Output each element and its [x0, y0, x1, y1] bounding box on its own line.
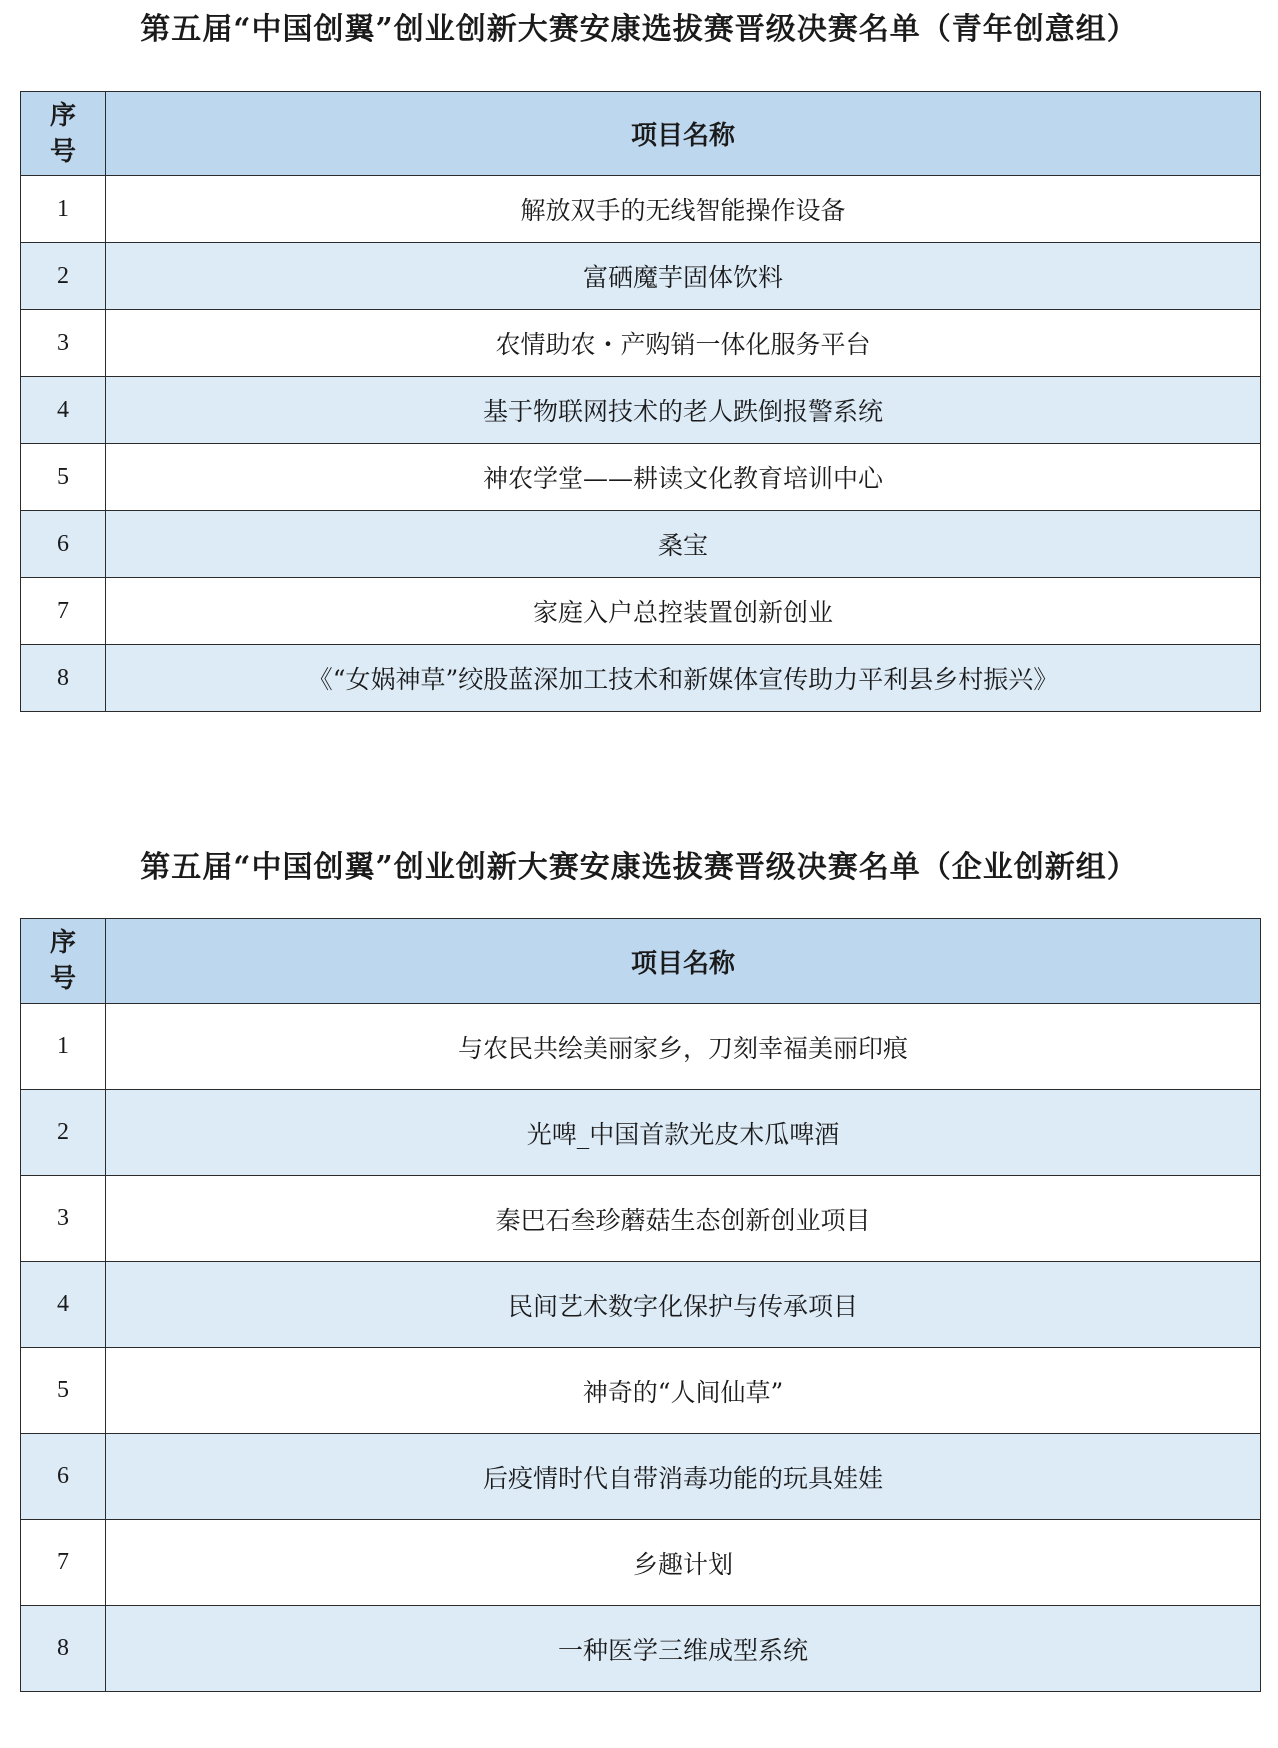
row-project-name: 一种医学三维成型系统	[106, 1606, 1261, 1692]
row-project-name: 神奇的“人间仙草”	[106, 1348, 1261, 1434]
table-row	[21, 645, 1261, 712]
column-header-no-line2: 号	[49, 136, 76, 167]
row-no: 8	[21, 1606, 106, 1692]
table-row	[21, 1176, 1261, 1262]
table-row	[21, 243, 1261, 310]
row-project-name: 神农学堂——耕读文化教育培训中心	[106, 444, 1261, 511]
row-project-name: 《“女娲神草”绞股蓝深加工技术和新媒体宣传助力平利县乡村振兴》	[106, 645, 1261, 712]
row-project-name: 家庭入户总控装置创新创业	[106, 578, 1261, 645]
section-title-enterprise: 第五届“中国创翼”创业创新大赛安康选拔赛晋级决赛名单（企业创新组）	[140, 850, 1138, 885]
row-project-name: 农情助农・产购销一体化服务平台	[106, 310, 1261, 377]
table-row	[21, 176, 1261, 243]
row-no: 4	[21, 1262, 106, 1348]
column-header-no-line1: 序	[49, 928, 76, 958]
row-no: 7	[21, 1520, 106, 1606]
table-row	[21, 310, 1261, 377]
row-no: 5	[21, 444, 106, 511]
row-project-name: 民间艺术数字化保护与传承项目	[106, 1262, 1261, 1348]
row-project-name: 后疫情时代自带消毒功能的玩具娃娃	[106, 1434, 1261, 1520]
row-project-name: 富硒魔芋固体饮料	[106, 243, 1261, 310]
table-header-row	[21, 919, 1261, 1004]
row-no: 2	[21, 243, 106, 310]
table-row	[21, 1520, 1261, 1606]
column-header-name: 项目名称	[106, 919, 1261, 1004]
table-row	[21, 578, 1261, 645]
table-row	[21, 444, 1261, 511]
row-project-name: 与农民共绘美丽家乡，刀刻幸福美丽印痕	[106, 1004, 1261, 1090]
row-no: 5	[21, 1348, 106, 1434]
row-no: 7	[21, 578, 106, 645]
finalist-table-youth	[20, 91, 1261, 712]
table-row	[21, 1004, 1261, 1090]
row-project-name: 乡趣计划	[106, 1520, 1261, 1606]
table-row	[21, 511, 1261, 578]
row-no: 8	[21, 645, 106, 712]
column-header-no	[21, 919, 106, 1004]
row-no: 1	[21, 176, 106, 243]
row-no: 2	[21, 1090, 106, 1176]
column-header-no	[21, 92, 106, 176]
row-no: 6	[21, 1434, 106, 1520]
table-row	[21, 1090, 1261, 1176]
table-row	[21, 1348, 1261, 1434]
table-row	[21, 1606, 1261, 1692]
finalist-table-enterprise	[20, 918, 1261, 1692]
row-no: 4	[21, 377, 106, 444]
row-project-name: 基于物联网技术的老人跌倒报警系统	[106, 377, 1261, 444]
section-title-youth: 第五届“中国创翼”创业创新大赛安康选拔赛晋级决赛名单（青年创意组）	[140, 12, 1138, 47]
row-no: 3	[21, 1176, 106, 1262]
row-project-name: 解放双手的无线智能操作设备	[106, 176, 1261, 243]
row-project-name: 秦巴石叁珍蘑菇生态创新创业项目	[106, 1176, 1261, 1262]
row-no: 6	[21, 511, 106, 578]
row-no: 3	[21, 310, 106, 377]
row-project-name: 桑宝	[106, 511, 1261, 578]
column-header-name: 项目名称	[106, 92, 1261, 176]
column-header-no-line2: 号	[49, 964, 76, 994]
table-row	[21, 1434, 1261, 1520]
table-row	[21, 377, 1261, 444]
table-header-row	[21, 92, 1261, 176]
table-row	[21, 1262, 1261, 1348]
row-no: 1	[21, 1004, 106, 1090]
row-project-name: 光啤_中国首款光皮木瓜啤酒	[106, 1090, 1261, 1176]
column-header-no-line1: 序	[49, 100, 76, 131]
